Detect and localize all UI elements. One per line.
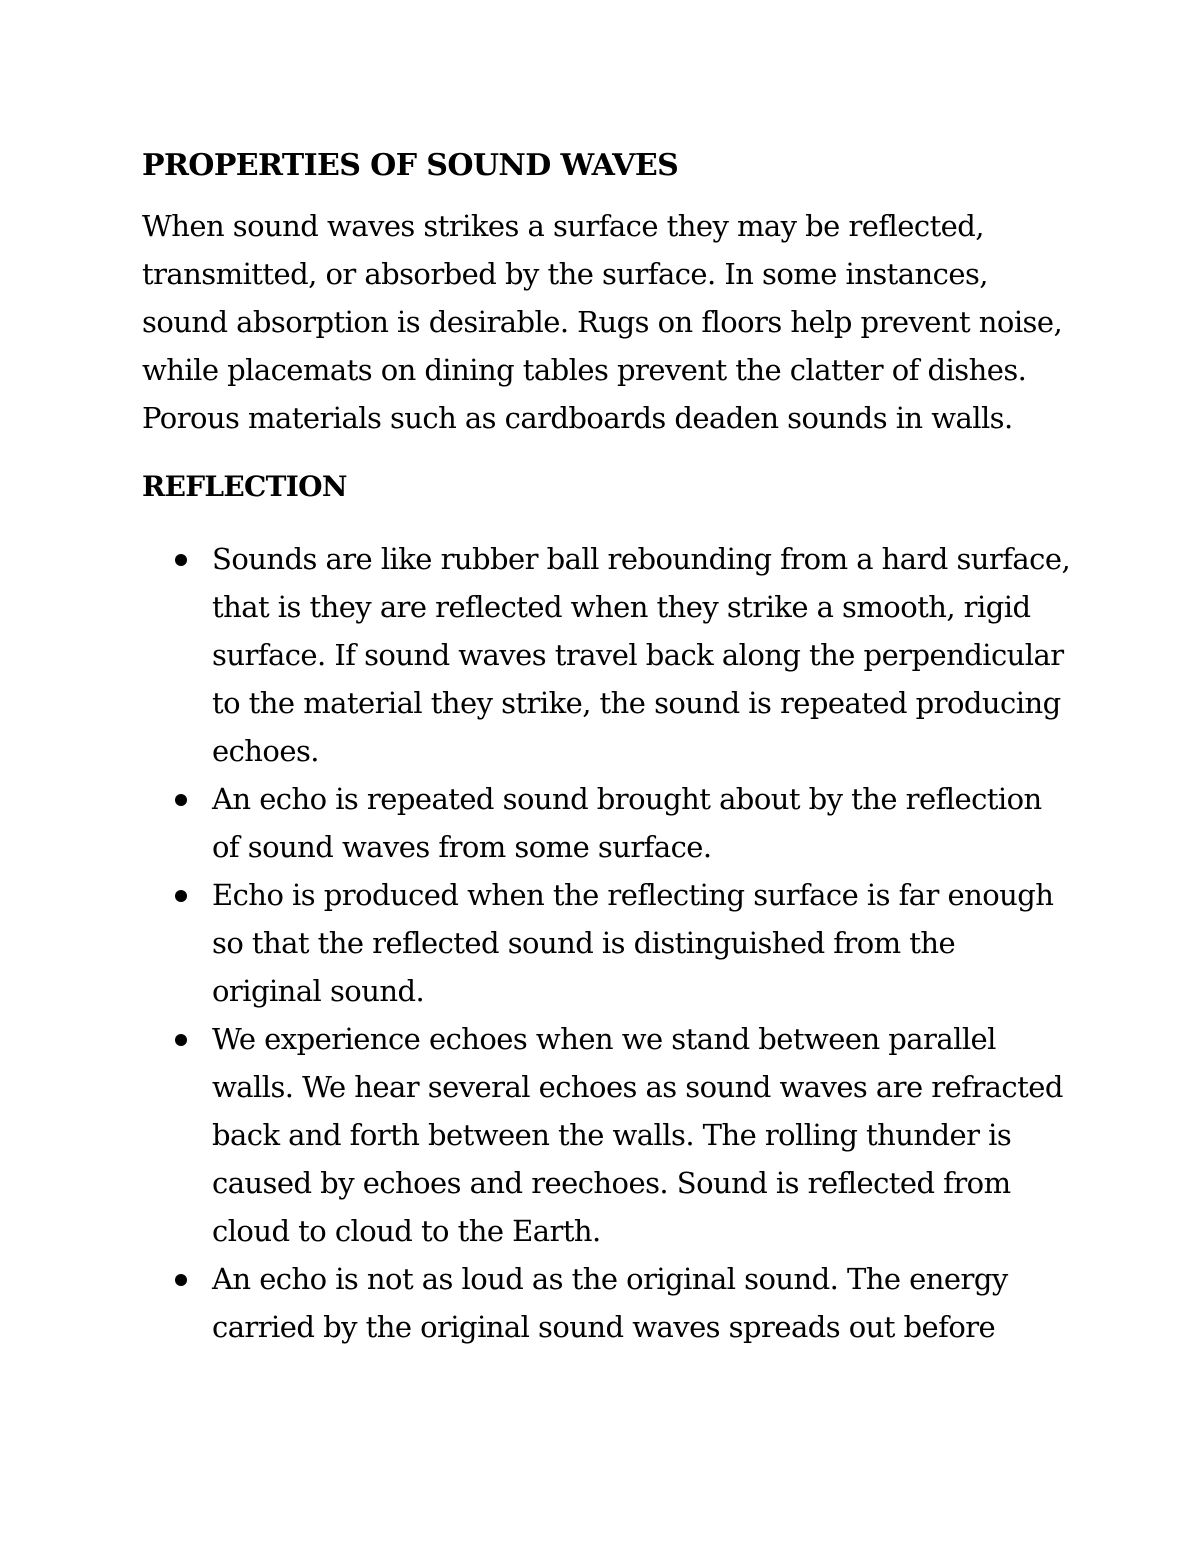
bullet-icon	[175, 554, 187, 566]
reflection-bullet-list	[142, 535, 1072, 1351]
list-item-text: We experience echoes when we stand between parallel walls. We hear several echoes as sound waves are refracted back and forth between the walls. The rolling thunder is caused by echoes and reechoes. Sound is reflected from cloud to cloud to the Earth.	[212, 1022, 1063, 1248]
document-page	[142, 142, 1072, 1351]
bullet-icon	[175, 794, 187, 806]
bullet-icon	[175, 890, 187, 902]
list-item	[142, 535, 1072, 775]
list-item-text: An echo is repeated sound brought about by the reflection of sound waves from some surface.	[212, 782, 1042, 864]
list-item-text: An echo is not as loud as the original sound. The energy carried by the original sound waves spreads out before	[212, 1262, 1008, 1344]
section-heading-reflection: REFLECTION	[142, 470, 347, 503]
list-item	[142, 1015, 1072, 1255]
bullet-icon	[175, 1274, 187, 1286]
list-item-text: Sounds are like rubber ball rebounding from a hard surface, that is they are reflected when they strike a smooth, rigid surface. If sound waves travel back along the perpendicular to the material they strike, the sound is repeated producing echoes.	[212, 542, 1071, 768]
list-item	[142, 871, 1072, 1015]
page-title: PROPERTIES OF SOUND WAVES	[142, 148, 679, 183]
list-item-text: Echo is produced when the reflecting surface is far enough so that the reflected sound is distinguished from the original sound.	[212, 878, 1054, 1008]
list-item	[142, 775, 1072, 871]
intro-paragraph: When sound waves strikes a surface they may be reflected, transmitted, or absorbed by the surface. In some instances, sound absorption is desirable. Rugs on floors help prevent noise, while placemats on dining tables prevent the clatter of dishes. Porous materials such as cardboards deaden sounds in walls.	[142, 209, 1063, 435]
bullet-icon	[175, 1034, 187, 1046]
list-item	[142, 1255, 1072, 1351]
